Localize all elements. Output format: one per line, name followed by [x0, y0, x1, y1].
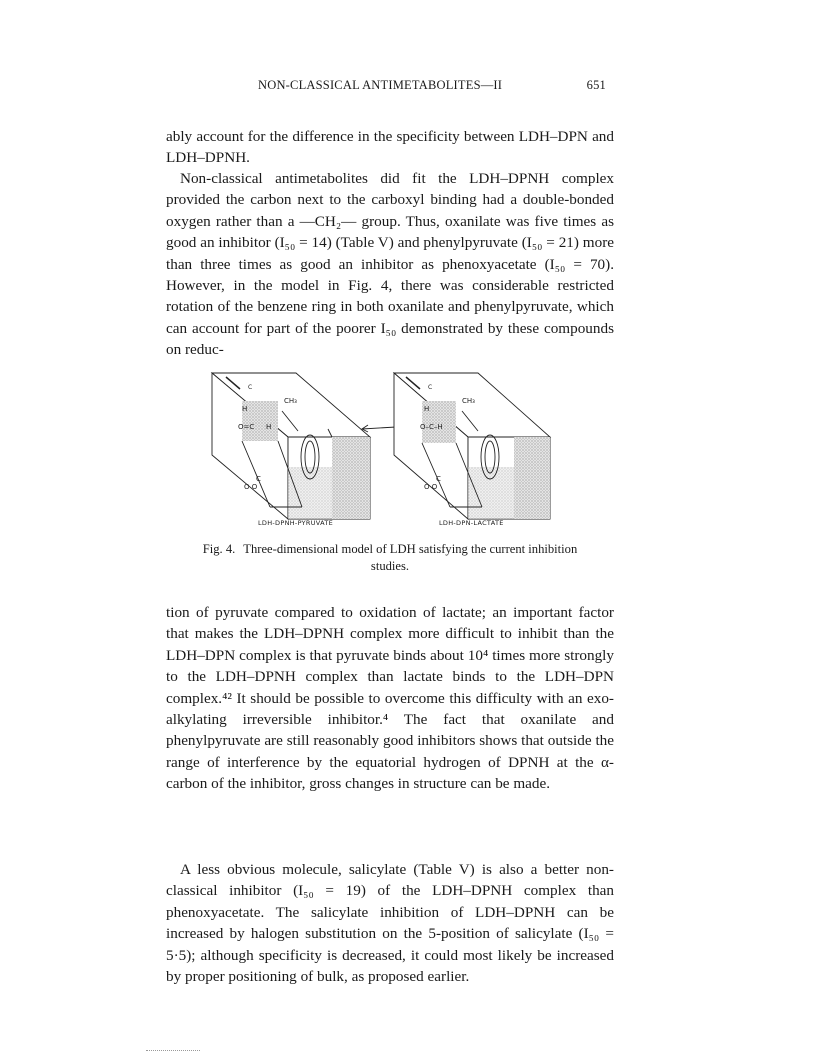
figure-caption-text: Three-dimensional model of LDH satisfying the current inhibition studies.: [243, 542, 578, 573]
paragraph-1: ably account for the difference in the specificity between LDH–DPN and LDH–DPNH.: [166, 128, 614, 167]
svg-text:C: C: [436, 475, 441, 483]
svg-text:C: C: [428, 384, 433, 391]
svg-text:O O: O O: [244, 483, 258, 491]
svg-text:H: H: [266, 423, 272, 431]
left-box-model: [212, 373, 370, 519]
svg-text:O=C: O=C: [238, 423, 255, 431]
svg-text:H: H: [424, 405, 430, 413]
svg-text:C: C: [248, 384, 253, 391]
paragraph-4: A less obvious molecule, salicylate (Table V) is also a better non-classical inhibitor (I₅₀ = 19) of the LDH–DPNH complex than phenoxyacetate. The salicylate inhibition of LDH–DPNH can be increased by halogen substitution on the 5-position of salicylate (I₅₀ = 5·5); although specificity is decreased, it could most likely be increased by proper positioning of bulk, as proposed earlier.: [166, 861, 614, 986]
paragraph-2: Non-classical antimetabolites did fit the LDH–DPNH complex provided the carbon next to the carboxyl binding had a double-bonded oxygen rather than a —CH₂— group. Thus, oxanilate was five times as good an inhibitor (I₅₀ = 14) (Table V) and phenylpyruvate (I₅₀ = 21) more than three times as good an inhibitor as phenoxyacetate (I₅₀ = 70). However, in the model in Fig. 4, there was considerable restricted rotation of the benzene ring in both oxanilate and phenylpyruvate, which can account for part of the poorer I₅₀ demonstrated by these compounds on reduc-: [166, 170, 614, 359]
running-header: [166, 78, 606, 98]
equilibrium-arrow: [362, 425, 396, 432]
svg-text:C: C: [256, 475, 261, 483]
running-title: NON-CLASSICAL ANTIMETABOLITES—II: [258, 78, 503, 92]
paragraph-3: tion of pyruvate compared to oxidation of lactate; an important factor that makes the LDH–DPNH complex more difficult to inhibit than the LDH–DPN complex is that pyruvate binds about 10⁴ times more strongly to the LDH–DPNH complex than lactate binds to the LDH–DPN complex.⁴² It should be possible to overcome this difficulty with an exo-alkylating irreversible inhibitor.⁴ The fact that oxanilate and phenylpyruvate are still reasonably good inhibitors shows that outside the range of interference by the equatorial hydrogen of DPNH at the α-carbon of the inhibitor, gross changes in structure can be made.: [166, 604, 614, 793]
figure-caption: [190, 541, 590, 575]
svg-text:O–C–H: O–C–H: [420, 423, 443, 431]
figure-label-right: LDH-DPN-LACTATE: [439, 519, 504, 527]
page-number: 651: [586, 78, 606, 92]
svg-text:H: H: [242, 405, 248, 413]
page-footer-mark: [146, 1050, 200, 1053]
svg-text:CH₃: CH₃: [462, 397, 475, 405]
right-box-model: [394, 373, 550, 519]
figure-label-left: LDH-DPNH-PYRUVATE: [258, 519, 334, 527]
svg-text:O O: O O: [424, 483, 438, 491]
figure-number: Fig. 4.: [202, 542, 236, 556]
ldh-model-figure: [210, 371, 564, 533]
svg-text:CH₃: CH₃: [284, 397, 297, 405]
